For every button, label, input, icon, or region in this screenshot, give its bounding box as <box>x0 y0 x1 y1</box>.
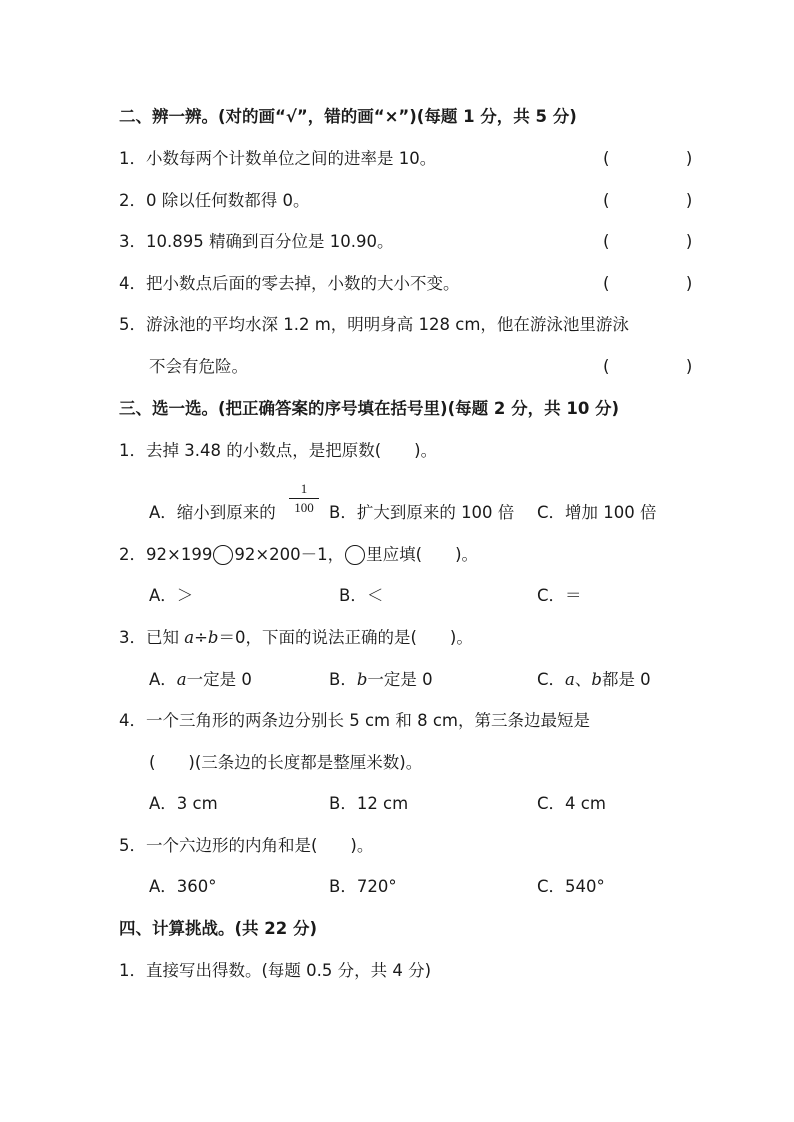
s3-q1-option-a <box>149 502 276 524</box>
s2-item-5: 5．游泳池的平均水深 1.2 m，明明身高 128 cm，他在游泳池里游泳 <box>119 315 629 334</box>
s3-q1-option-c: C．增加 100 倍 <box>537 503 657 522</box>
fraction-one-hundredth <box>289 482 319 515</box>
comparison-circle-icon[interactable] <box>213 545 233 565</box>
var-b: b <box>356 670 368 689</box>
s3-q4-stem-cont: ( )(三条边的长度都是整厘米数)。 <box>149 753 423 772</box>
s3-q2-right-expr: 92×200－1， <box>234 545 345 564</box>
fraction-denominator: 100 <box>294 500 314 515</box>
s3-q4-option-a: A．3 cm <box>149 794 218 813</box>
s3-q4-option-b: B．12 cm <box>329 794 409 813</box>
s3-q4-option-c: C．4 cm <box>537 794 606 813</box>
s3-q5-option-c: C．540° <box>537 877 605 896</box>
divide-sign: ÷ <box>194 628 208 647</box>
s2-item-2: 2．0 除以任何数都得 0。 <box>119 191 310 210</box>
s3-q3-suffix: ＝0，下面的说法正确的是( )。 <box>218 628 473 647</box>
s2-answer-blank-2[interactable]: ( ) <box>603 191 723 210</box>
s3-q3-prefix: 3．已知 <box>119 628 185 647</box>
s3-q5-option-a: A．360° <box>149 877 217 896</box>
s3-q4-stem: 4．一个三角形的两条边分别长 5 cm 和 8 cm，第三条边最短是 <box>119 711 591 730</box>
fraction-bar <box>289 498 319 499</box>
s3-q2-option-a: A．＞ <box>149 586 194 605</box>
s3-q1-stem: 1．去掉 3.48 的小数点，是把原数( )。 <box>119 441 438 460</box>
s3-q3-option-b <box>329 669 433 691</box>
s3-q2-tail: 里应填( )。 <box>366 545 479 564</box>
s2-answer-blank-3[interactable]: ( ) <box>603 232 723 251</box>
s2-item-5-cont: 不会有危险。 <box>149 357 248 376</box>
var-a: a <box>176 670 187 689</box>
opt-label: A． <box>149 670 177 689</box>
s2-answer-blank-1[interactable]: ( ) <box>603 149 723 168</box>
s2-item-1: 1．小数每两个计数单位之间的进率是 10。 <box>119 149 437 168</box>
opt-label: B． <box>329 670 357 689</box>
s3-q1-option-b: B．扩大到原来的 100 倍 <box>329 503 515 522</box>
s3-q2-option-c: C．＝ <box>537 586 582 605</box>
s3-q1-option-a-text: A．缩小到原来的 <box>149 503 276 522</box>
s3-q3-option-a <box>149 669 252 691</box>
s3-q2-option-b: B．＜ <box>339 586 384 605</box>
section4-title: 四、计算挑战。(共 22 分) <box>119 919 318 938</box>
opt-text: 都是 0 <box>601 670 651 689</box>
section2-title: 二、辨一辨。(对的画“√”，错的画“×”)(每题 1 分，共 5 分) <box>119 107 577 126</box>
s2-item-3: 3．10.895 精确到百分位是 10.90。 <box>119 232 394 251</box>
var-b: b <box>207 628 219 647</box>
section3-title: 三、选一选。(把正确答案的序号填在括号里)(每题 2 分，共 10 分) <box>119 399 620 418</box>
s3-q5-stem: 5．一个六边形的内角和是( )。 <box>119 836 374 855</box>
s3-q3-option-c <box>537 669 651 691</box>
var-a: a <box>184 628 195 647</box>
opt-label: C． <box>537 670 566 689</box>
var-a: a <box>565 670 575 689</box>
opt-text: 一定是 0 <box>367 670 433 689</box>
s2-answer-blank-5[interactable]: ( ) <box>603 357 723 376</box>
comparison-circle-icon <box>345 545 365 565</box>
separator: 、 <box>574 670 592 689</box>
s3-q2-num: 2． <box>119 545 146 564</box>
s3-q5-option-b: B．720° <box>329 877 397 896</box>
s3-q2-left-expr: 92×199 <box>146 545 213 564</box>
s2-item-4: 4．把小数点后面的零去掉，小数的大小不变。 <box>119 274 460 293</box>
s3-q3-stem <box>119 627 473 649</box>
fraction-numerator: 1 <box>300 481 308 496</box>
opt-text: 一定是 0 <box>186 670 252 689</box>
s4-item-1: 1．直接写出得数。(每题 0.5 分，共 4 分) <box>119 961 432 980</box>
s3-q2-stem <box>119 544 478 566</box>
s2-answer-blank-4[interactable]: ( ) <box>603 274 723 293</box>
var-b: b <box>591 670 602 689</box>
